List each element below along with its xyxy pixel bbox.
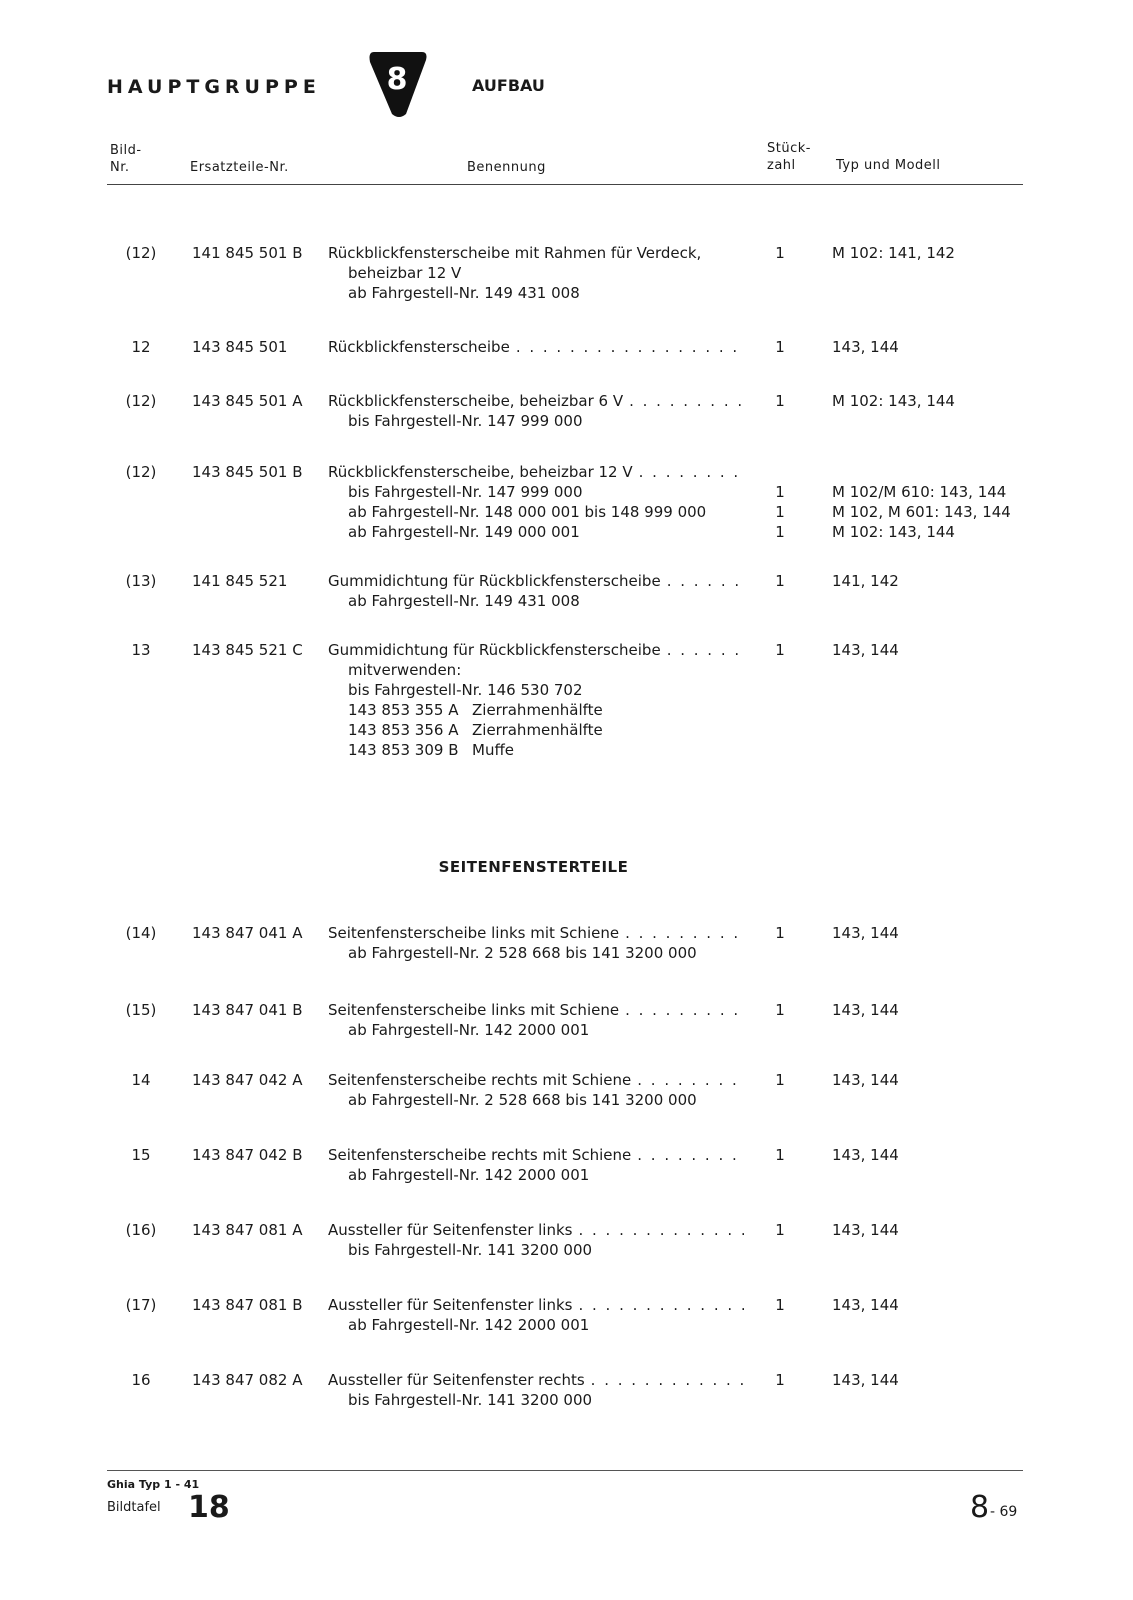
bild-nr: 15 (131, 1146, 151, 1164)
description: Seitenfensterscheibe rechts mit Schiene . . . ab Fahrgestell-Nr. 2 528 668 bis 141 3200 000 (328, 1070, 744, 1110)
part-number: 143 845 521 C (192, 641, 303, 659)
type-model: 141, 142 (832, 572, 899, 590)
model-label: Ghia Typ 1 - 41 (107, 1478, 200, 1491)
part-number: 143 847 042 A (192, 1071, 303, 1089)
quantity: 1 (775, 338, 785, 356)
bild-nr: 14 (131, 1071, 151, 1089)
bildtafel-number: 18 (188, 1490, 230, 1525)
part-number: 143 845 501 A (192, 392, 303, 410)
bildtafel-label: Bildtafel (107, 1500, 161, 1515)
bild-nr: 13 (131, 641, 151, 659)
quantity: 1 (775, 244, 785, 262)
description: Rückblickfensterscheibe mit Rahmen für Verdeck, beheizbar 12 V ab Fahrgestell-Nr. 149 431 008 (328, 244, 702, 302)
part-number: 141 845 501 B (192, 244, 303, 262)
group-number: 8 (386, 62, 408, 97)
quantity: 1 (775, 1001, 785, 1019)
quantity: 1 (775, 1146, 785, 1164)
col-part-no: Ersatzteile-Nr. (190, 160, 289, 175)
type-model: 143, 144 (832, 1296, 899, 1314)
bild-nr: (17) (125, 1296, 157, 1314)
description: Aussteller für Seitenfenster links . . . bis Fahrgestell-Nr. 141 3200 000 (328, 1220, 744, 1260)
part-number: 143 845 501 (192, 338, 288, 356)
part-number: 143 847 081 A (192, 1221, 303, 1239)
type-model: M 102: 141, 142 (832, 244, 955, 262)
description: Rückblickfensterscheibe, beheizbar 12 V . . . bis Fahrgestell-Nr. 147 999 000 ab Fahrgestell-Nr. 148 000 001 bis 148 999 000 ab Fahrgestell-Nr. 149 000 001 (328, 462, 744, 542)
description: Seitenfensterscheibe rechts mit Schiene . . . ab Fahrgestell-Nr. 142 2000 001 (328, 1145, 744, 1185)
type-model: M 102: 143, 144 (832, 392, 955, 410)
col-name: Benennung (467, 160, 546, 175)
description: Seitenfensterscheibe links mit Schiene . . . ab Fahrgestell-Nr. 142 2000 001 (328, 1000, 744, 1040)
page-number: 8 (970, 1490, 990, 1525)
col-type-model: Typ und Modell (836, 158, 941, 173)
quantity: 1 (775, 1071, 785, 1089)
description: Gummidichtung für Rückblickfensterscheibe . . . mitverwenden: bis Fahrgestell-Nr. 146 530 702 143 853 355 A Zierrahmenhälfte 143 853 356 A Zierrahmenhälfte 143 853 309 B Muffe (328, 640, 744, 760)
part-number: 143 847 082 A (192, 1371, 303, 1389)
quantity: 1 (775, 572, 785, 590)
quantity: 1 (775, 641, 785, 659)
type-model: 143, 144 (832, 1221, 899, 1239)
bild-nr: (12) (125, 392, 157, 410)
type-model: 143, 144 (832, 1001, 899, 1019)
description: Rückblickfensterscheibe, beheizbar 6 V . . . bis Fahrgestell-Nr. 147 999 000 (328, 391, 744, 431)
header-divider (107, 184, 1023, 185)
type-model: 143, 144 (832, 924, 899, 942)
bild-nr: (14) (125, 924, 157, 942)
quantity: 1 (775, 392, 785, 410)
associated-part: 143 853 355 A Zierrahmenhälfte (348, 701, 603, 719)
section-title: SEITENFENSTERTEILE (438, 858, 629, 876)
group-badge (368, 48, 430, 120)
part-number: 143 847 041 A (192, 924, 303, 942)
bild-nr: (13) (125, 572, 157, 590)
bild-nr: (16) (125, 1221, 157, 1239)
type-model: 143, 144 (832, 1071, 899, 1089)
quantity: 1 (775, 1221, 785, 1239)
description: Rückblickfensterscheibe . . . (328, 337, 744, 357)
footer-divider (107, 1470, 1023, 1471)
col-bild-nr: Bild- Nr. (110, 143, 142, 175)
type-model: 143, 144 (832, 1146, 899, 1164)
bild-nr: (12) (125, 463, 157, 481)
part-number: 143 847 041 B (192, 1001, 303, 1019)
type-model: 143, 144 (832, 641, 899, 659)
part-number: 143 845 501 B (192, 463, 303, 481)
bild-nr: 12 (131, 338, 151, 356)
quantity: 1 (775, 1371, 785, 1389)
part-number: 141 845 521 (192, 572, 288, 590)
part-number: 143 847 081 B (192, 1296, 303, 1314)
bild-nr: (15) (125, 1001, 157, 1019)
description: Aussteller für Seitenfenster links . . . ab Fahrgestell-Nr. 142 2000 001 (328, 1295, 744, 1335)
type-model: 143, 144 (832, 1371, 899, 1389)
group-name: AUFBAU (472, 76, 545, 95)
associated-part: 143 853 356 A Zierrahmenhälfte (348, 721, 603, 739)
quantity: 1 1 1 (775, 483, 785, 541)
description: Aussteller für Seitenfenster rechts . . . bis Fahrgestell-Nr. 141 3200 000 (328, 1370, 744, 1410)
description: Seitenfensterscheibe links mit Schiene . . . ab Fahrgestell-Nr. 2 528 668 bis 141 3200 000 (328, 923, 744, 963)
type-model: 143, 144 (832, 338, 899, 356)
quantity: 1 (775, 1296, 785, 1314)
description: Gummidichtung für Rückblickfensterscheibe . . . ab Fahrgestell-Nr. 149 431 008 (328, 571, 744, 611)
bild-nr: 16 (131, 1371, 151, 1389)
bild-nr: (12) (125, 244, 157, 262)
main-group-label: HAUPTGRUPPE (107, 76, 321, 98)
col-qty: Stück- zahl (767, 141, 811, 173)
page-number-sub: - 69 (990, 1504, 1018, 1520)
associated-part: 143 853 309 B Muffe (348, 741, 515, 759)
part-number: 143 847 042 B (192, 1146, 303, 1164)
type-model: M 102/M 610: 143, 144 M 102, M 601: 143, 144 M 102: 143, 144 (832, 483, 1011, 541)
quantity: 1 (775, 924, 785, 942)
